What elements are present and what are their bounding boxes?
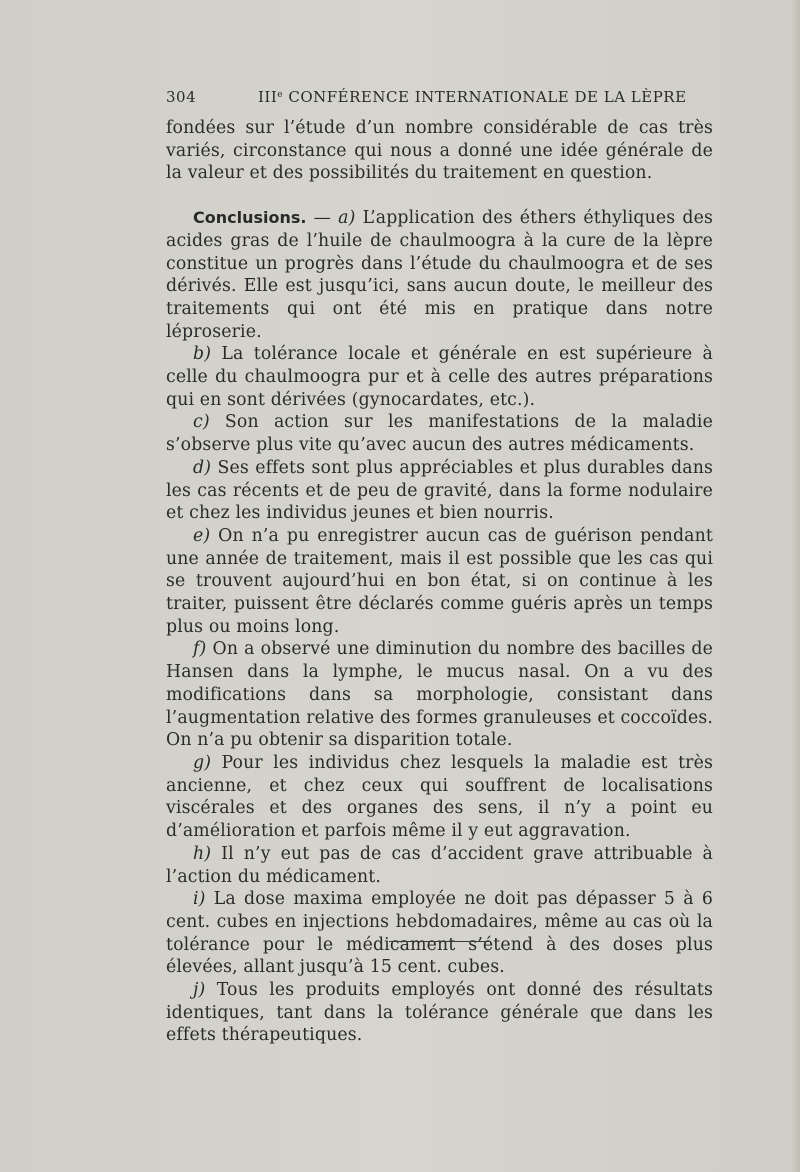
item-letter: c): [193, 412, 210, 433]
page-edge-shadow: [790, 0, 800, 1172]
conclusion-item-e: [166, 525, 713, 639]
item-text: L’application des éthers éthyliques des acides gras de l’huile de chaulmoogra à la cure de la lèpre constitue un progrès dans l’étude du chaulmoogra et de ses dérivés. Elle est jusqu’ici, sans aucun doute, le meilleur des traitements qui ont été mis en pratique dans notre léproserie.: [166, 208, 714, 342]
item-letter: b): [193, 344, 212, 365]
item-text: Tous les produits employés ont donné des résultats identiques, tant dans la tolérance générale que dans les effets thérapeutiques.: [166, 980, 713, 1046]
running-title: [258, 88, 687, 106]
page-number: 304: [166, 88, 197, 106]
conclusions-heading: Conclusions.: [193, 208, 307, 228]
item-letter: e): [193, 525, 211, 546]
body-text: [166, 117, 713, 1047]
item-text: La tolérance locale et générale en est supérieure à celle du chaulmoogra pur et à celle des autres préparations qui en sont dérivées (gynocardates, etc.).: [166, 344, 713, 410]
running-title-superscript: e: [277, 90, 284, 100]
conclusion-item-h: [166, 843, 713, 888]
item-text: On n’a pu enregistrer aucun cas de guérison pendant une année de traitement, mais il est possible que les cas qui se trouvent aujourd’hui en bon état, si on continue à les traiter, puissent être déclarés comme guéris après un temps plus ou moins long.: [166, 525, 713, 637]
conclusion-item-j: [166, 979, 713, 1047]
conclusion-item-g: [166, 752, 713, 843]
item-letter: d): [193, 457, 212, 478]
conclusion-item-c: [166, 411, 713, 456]
running-title-text: CONFÉRENCE INTERNATIONALE DE LA LÈPRE: [283, 88, 687, 106]
item-text: Il n’y eut pas de cas d’accident grave attribuable à l’action du médicament.: [166, 843, 713, 887]
conclusions-dash: —: [306, 208, 339, 229]
item-letter: j): [193, 980, 206, 1001]
item-letter: a): [338, 208, 356, 229]
item-letter: g): [193, 752, 212, 773]
end-rule: [389, 941, 489, 942]
item-letter: i): [193, 889, 206, 910]
item-text: La dose maxima employée ne doit pas dépasser 5 à 6 cent. cubes en injections hebdomadaires, même au cas où la tolérance pour le médicament s’étend à des doses plus élevées, allant jusqu’à 15 cent. cubes.: [166, 889, 713, 978]
conclusion-item-f: [166, 638, 713, 752]
conclusion-item-b: [166, 343, 713, 411]
running-title-roman: III: [258, 88, 278, 106]
item-text: On a observé une diminution du nombre des bacilles de Hansen dans la lymphe, le mucus nasal. On a vu des modifications dans sa morphologie, consistant dans l’augmentation relative des formes granuleuses et coccoïdes. On n’a pu obtenir sa disparition totale.: [166, 639, 713, 751]
opening-paragraph: fondées sur l’étude d’un nombre considérable de cas très variés, circonstance qui nous a donné une idée générale de la valeur et des possibilités du traitement en question.: [166, 118, 713, 184]
conclusion-item-d: [166, 457, 713, 525]
item-letter: f): [193, 639, 207, 660]
item-text: Ses effets sont plus appréciables et plus durables dans les cas récents et de peu de gravité, dans la forme nodulaire et chez les individus jeunes et bien nourris.: [166, 457, 713, 524]
conclusion-item-i: [166, 888, 713, 979]
item-text: Pour les individus chez lesquels la maladie est très ancienne, et chez ceux qui souffrent de localisations viscérales et des organes des sens, il n’y a point eu d’amélioration et parfois même il y eut aggravation.: [166, 752, 713, 842]
item-text: Son action sur les manifestations de la maladie s’observe plus vite qu’avec aucun des autres médicaments.: [166, 412, 713, 456]
conclusion-item-a: [166, 207, 713, 343]
item-letter: h): [193, 843, 212, 864]
